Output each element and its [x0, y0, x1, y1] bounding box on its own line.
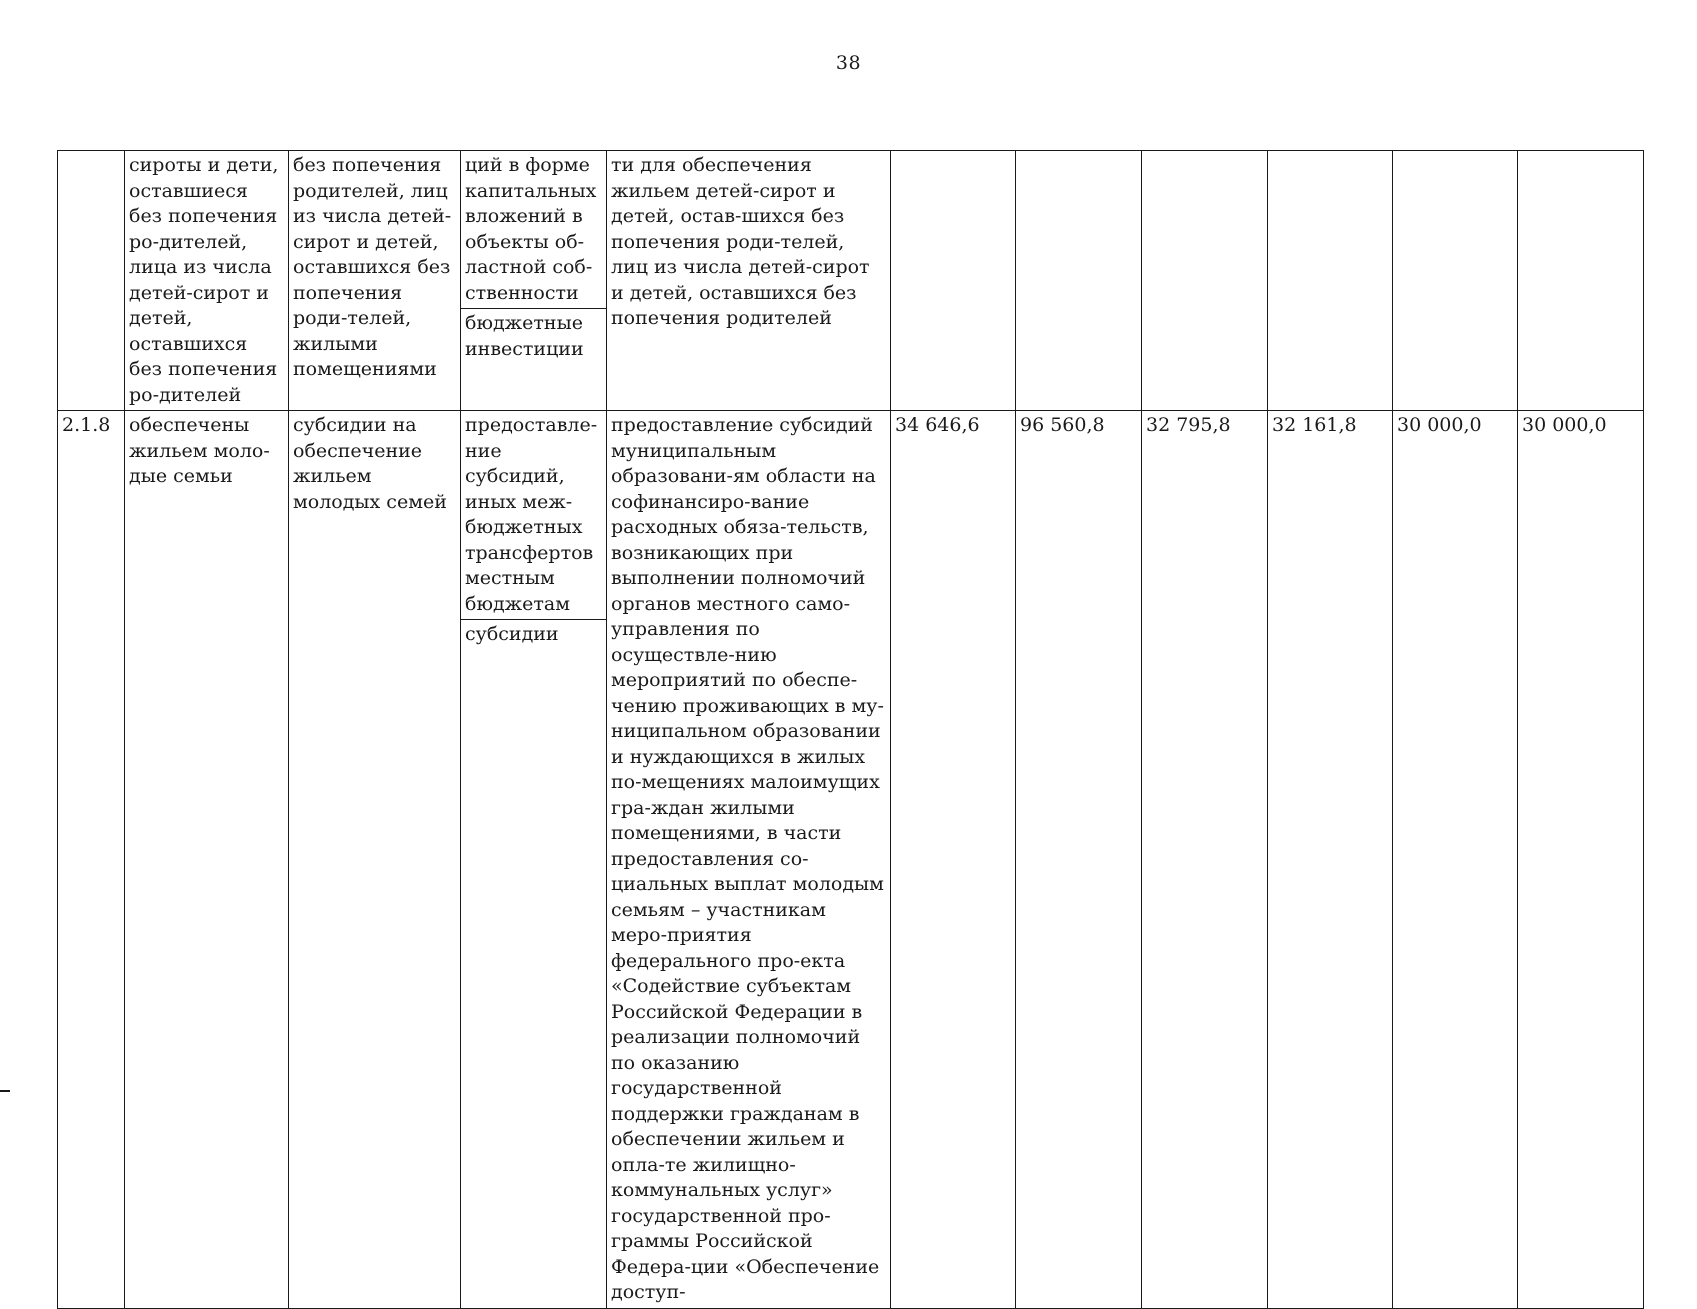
value-cell-6: 30 000,0: [1518, 411, 1644, 1309]
budget-table: [57, 150, 1644, 1309]
value-cell-3: [1142, 151, 1268, 411]
value-cell-4: 32 161,8: [1268, 411, 1393, 1309]
expense-form-top: ций в форме капитальных вложений в объекты об-ластной соб-ственности: [461, 151, 606, 309]
value-cell-2: 96 560,8: [1016, 411, 1142, 1309]
description-cell: ти для обеспечения жильем детей-сирот и детей, остав-шихся без попечения роди-телей, лиц из числа детей-сирот и детей, оставшихся без попечения родителей: [607, 151, 891, 411]
table-row: [58, 411, 1644, 1309]
value-cell-6: [1518, 151, 1644, 411]
value-cell-2: [1016, 151, 1142, 411]
value-cell-4: [1268, 151, 1393, 411]
expense-form-cell: [461, 411, 607, 1309]
table-row: [58, 151, 1644, 411]
value-cell-3: 32 795,8: [1142, 411, 1268, 1309]
expense-form-cell: [461, 151, 607, 411]
row-index-cell: 2.1.8: [58, 411, 125, 1309]
expense-form-top: предоставле-ние субсидий, иных меж-бюджетных трансфертов местным бюджетам: [461, 411, 606, 620]
value-cell-5: 30 000,0: [1393, 411, 1518, 1309]
page-number: 38: [835, 52, 862, 74]
value-cell-5: [1393, 151, 1518, 411]
margin-mark: [0, 1090, 10, 1092]
result-cell: обеспечены жильем моло-дые семьи: [125, 411, 289, 1309]
expense-form-bottom: субсидии: [465, 623, 559, 645]
value-cell-1: [891, 151, 1016, 411]
description-cell: предоставление субсидий муниципальным образовани-ям области на софинансиро-вание расходных обяза-тельств, возникающих при выполнении полномочий органов местного само-управления по осуществле-нию мероприятий по обеспе-чению проживающих в му-ниципальном образовании и нуждающихся в жилых по-мещениях малоимущих гра-ждан жилыми помещениями, в части предоставления со-циальных выплат молодым семьям – участникам меро-приятия федерального про-екта «Содействие субъектам Российской Федерации в реализации полномочий по оказанию государственной поддержки гражданам в обеспечении жильем и опла-те жилищно-коммунальных услуг» государственной про-граммы Российской Федера-ции «Обеспечение доступ-: [607, 411, 891, 1309]
direction-cell: субсидии на обеспечение жильем молодых семей: [289, 411, 461, 1309]
value-cell-1: 34 646,6: [891, 411, 1016, 1309]
row-index-cell: [58, 151, 125, 411]
direction-cell: без попечения родителей, лиц из числа детей-сирот и детей, оставшихся без попечения роди-телей, жилыми помещениями: [289, 151, 461, 411]
result-cell: сироты и дети, оставшиеся без попечения ро-дителей, лица из числа детей-сирот и детей, оставшихся без попечения ро-дителей: [125, 151, 289, 411]
expense-form-bottom: бюджетные инвестиции: [465, 312, 584, 360]
